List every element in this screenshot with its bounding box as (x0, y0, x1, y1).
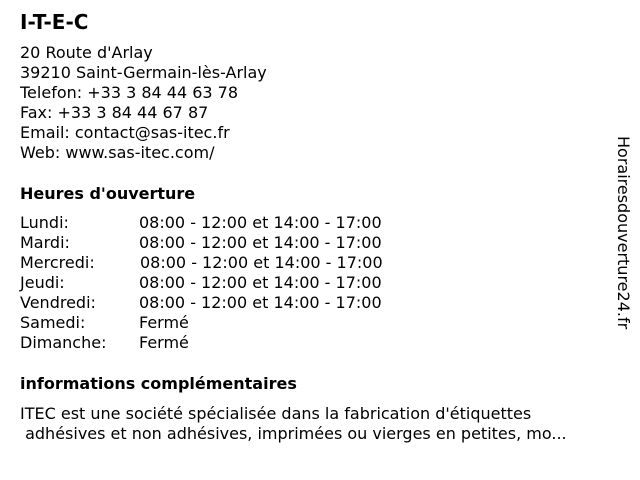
hours-row-jeudi (20, 273, 440, 293)
info-line-2: adhésives et non adhésives, imprimées ou vierges en petites, mo... (20, 424, 567, 443)
day-hours: Fermé (139, 313, 189, 332)
hours-row-mercredi (20, 253, 440, 273)
hours-row-lundi (20, 213, 440, 233)
site-watermark: Horairesdouverture24.fr (614, 136, 633, 330)
day-hours: 08:00 - 12:00 et 14:00 - 17:00 (140, 253, 383, 272)
info-line-1: ITEC est une société spécialisée dans la fabrication d'étiquettes (20, 404, 532, 423)
day-label: Lundi: (20, 213, 69, 232)
day-label: Mercredi: (20, 253, 95, 272)
email-address: Email: contact@sas-itec.fr (20, 123, 230, 142)
contact-block (20, 43, 267, 163)
hours-row-vendredi (20, 293, 440, 313)
day-hours: Fermé (139, 333, 189, 352)
day-hours: 08:00 - 12:00 et 14:00 - 17:00 (139, 293, 382, 312)
day-label: Vendredi: (20, 293, 96, 312)
day-hours: 08:00 - 12:00 et 14:00 - 17:00 (139, 273, 382, 292)
day-hours: 08:00 - 12:00 et 14:00 - 17:00 (139, 233, 382, 252)
website: Web: www.sas-itec.com/ (20, 143, 215, 162)
address-line-2: 39210 Saint-Germain-lès-Arlay (20, 63, 267, 82)
day-label: Dimanche: (20, 333, 107, 352)
day-label: Mardi: (20, 233, 70, 252)
fax-number: Fax: +33 3 84 44 67 87 (20, 103, 209, 122)
address-line-1: 20 Route d'Arlay (20, 43, 153, 62)
hours-row-dimanche (20, 333, 440, 353)
info-description (20, 404, 620, 444)
hours-table (20, 213, 440, 353)
day-hours: 08:00 - 12:00 et 14:00 - 17:00 (139, 213, 382, 232)
day-label: Jeudi: (20, 273, 65, 292)
phone-number: Telefon: +33 3 84 44 63 78 (20, 83, 239, 102)
info-heading: informations complémentaires (20, 374, 297, 393)
hours-row-samedi (20, 313, 440, 333)
day-label: Samedi: (20, 313, 86, 332)
hours-row-mardi (20, 233, 440, 253)
hours-heading: Heures d'ouverture (20, 184, 196, 203)
business-name: I-T-E-C (20, 10, 89, 34)
